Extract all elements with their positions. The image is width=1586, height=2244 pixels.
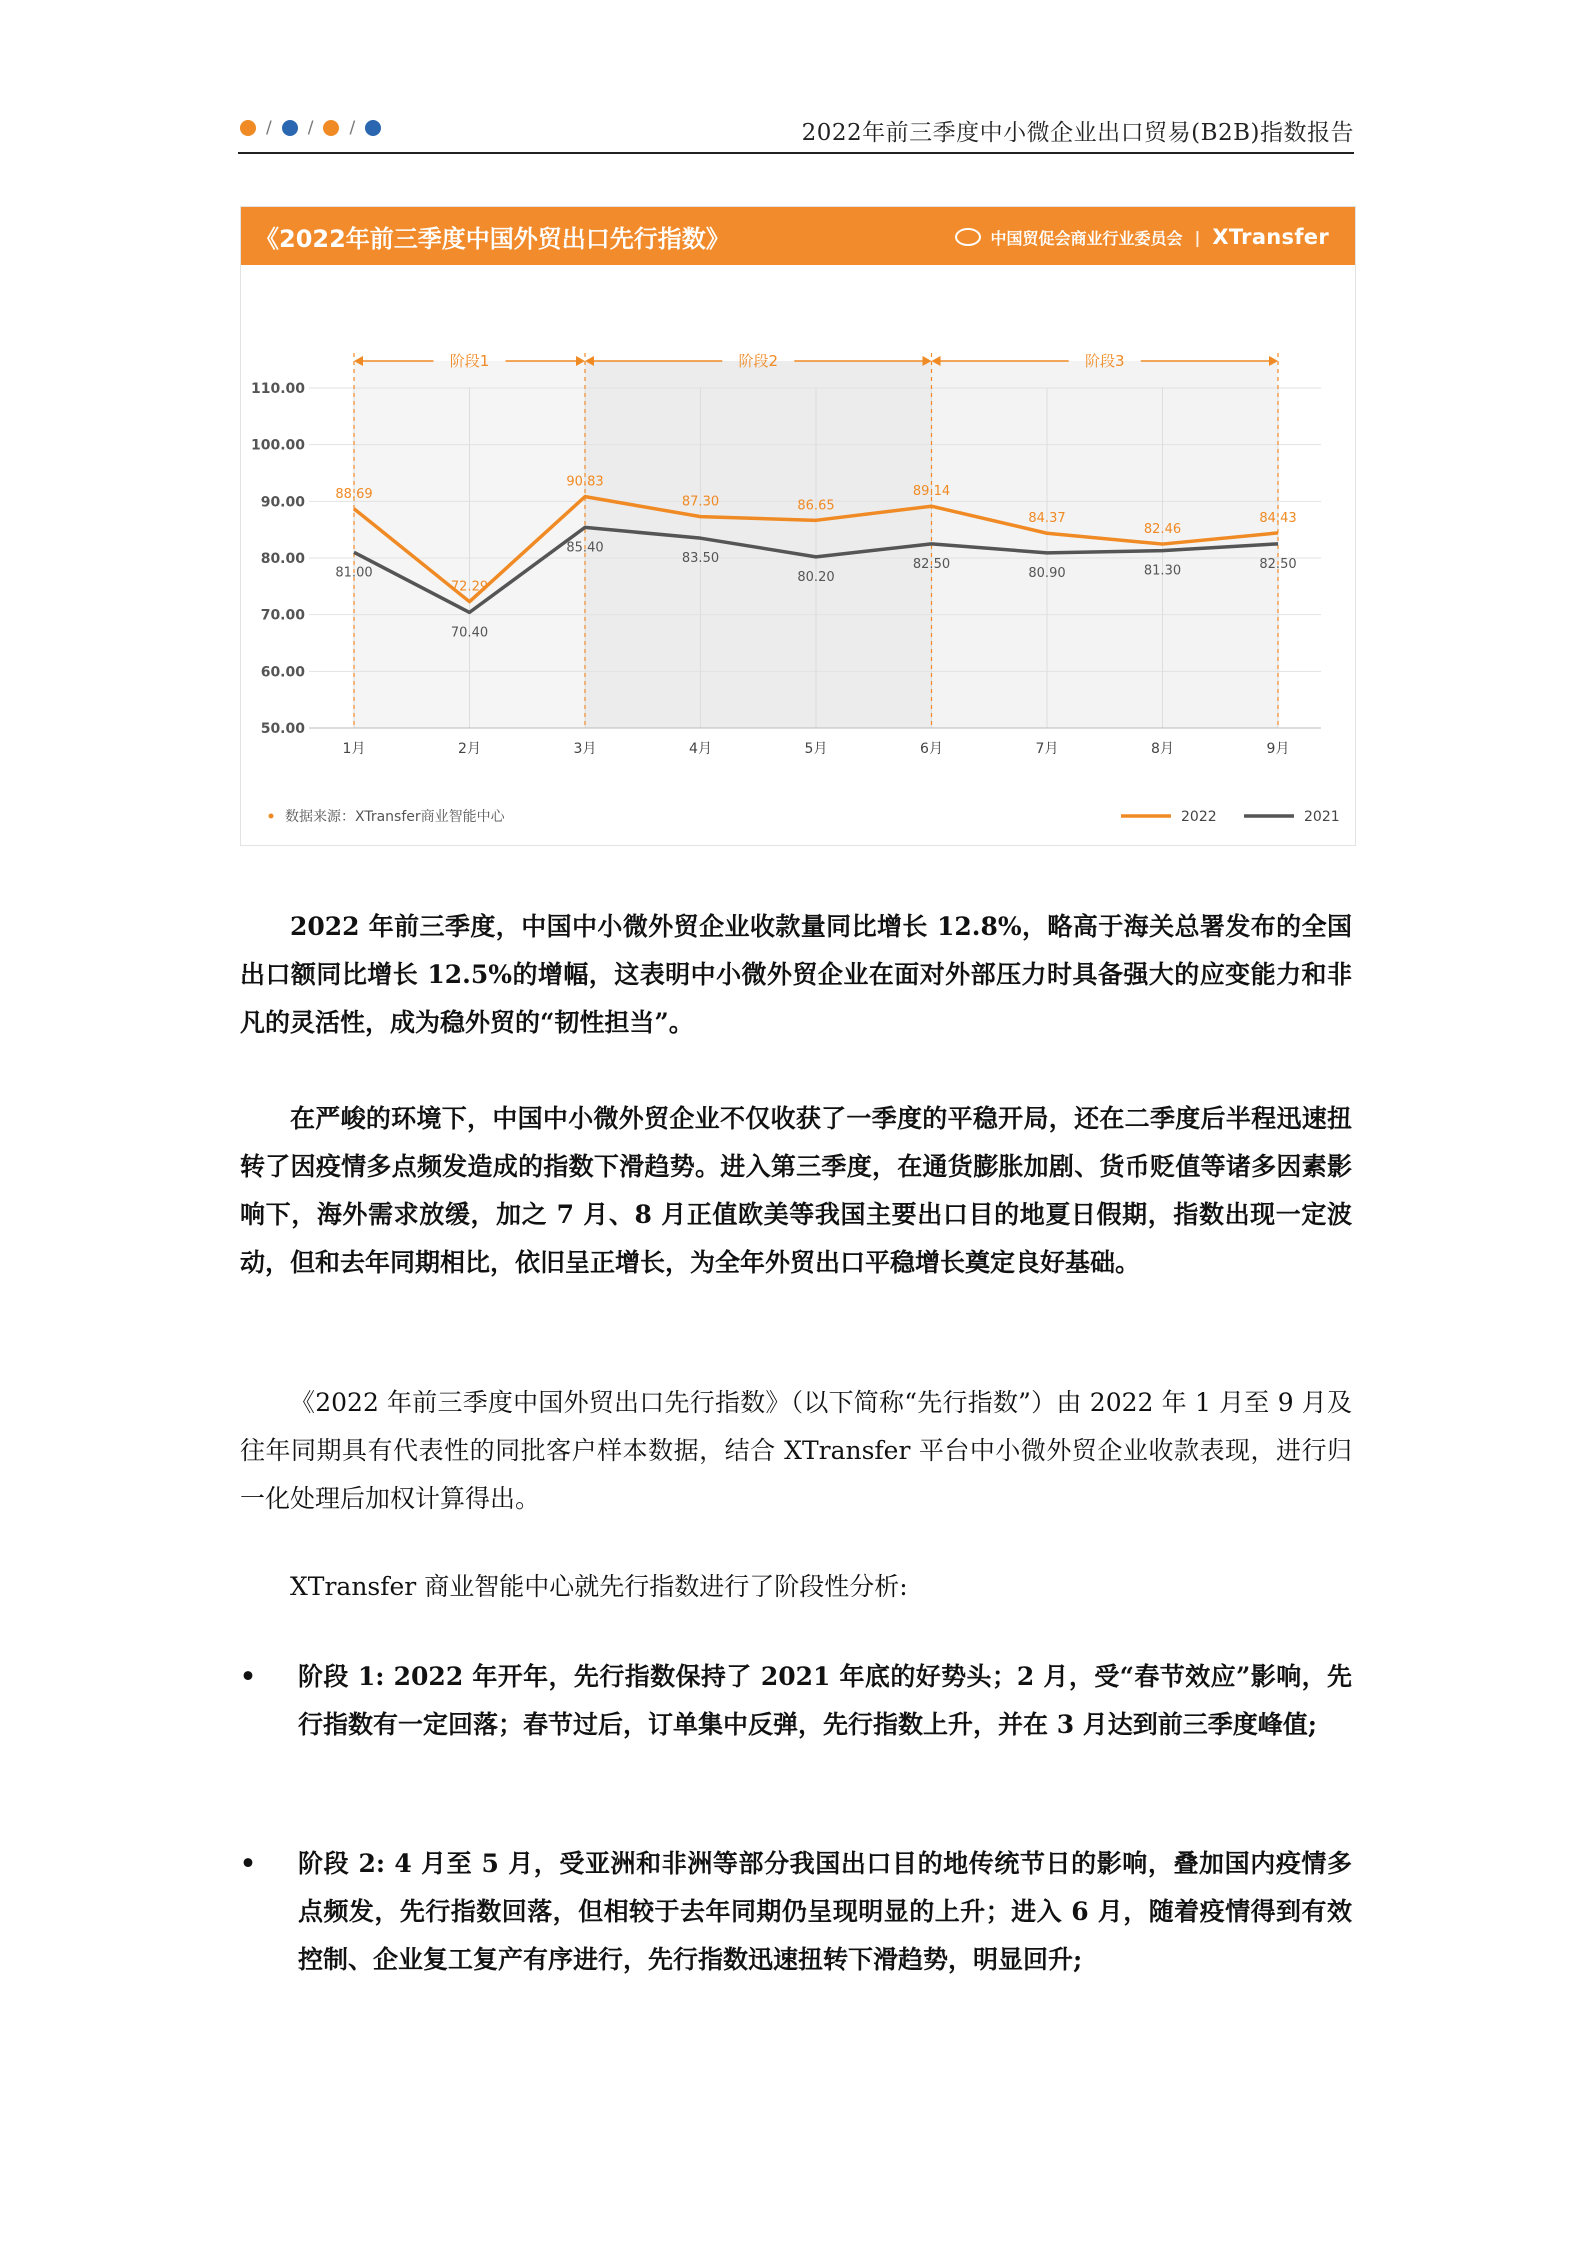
bullet-marker: • (240, 1849, 256, 1878)
page-header (238, 112, 1354, 154)
header-separator: / (307, 118, 314, 138)
data-source-note: 数据来源：XTransfer商业智能中心 (285, 809, 505, 825)
blue-dot-icon (282, 120, 298, 136)
org-name: 中国贸促会商业行业委员会 (990, 228, 1183, 248)
data-label: 81.30 (1143, 563, 1182, 579)
data-label: 70.40 (450, 625, 489, 641)
x-tick-label: 7月 (1035, 741, 1059, 757)
paragraph-4: XTransfer 商业智能中心就先行指数进行了阶段性分析: (290, 1572, 908, 1601)
stage-label: 阶段1 (449, 352, 490, 370)
header-separator: / (349, 118, 356, 138)
stage-background (585, 361, 932, 728)
chart-panel-header (241, 207, 1355, 265)
data-label: 72.29 (450, 579, 489, 595)
x-tick-label: 3月 (573, 741, 597, 757)
orange-dot-icon (240, 120, 256, 136)
stage-label: 阶段2 (738, 352, 779, 370)
data-label: 89.14 (912, 484, 951, 500)
ccpit-seal-icon (955, 228, 981, 246)
data-label: 80.20 (797, 569, 835, 585)
x-tick-label: 2月 (458, 741, 481, 757)
y-tick-label: 70.00 (260, 607, 305, 624)
y-tick-label: 50.00 (260, 721, 305, 737)
data-label: 87.30 (681, 494, 720, 510)
data-label: 84.43 (1259, 510, 1297, 526)
paragraph-3: 《2022 年前三季度中国外贸出口先行指数》（以下简称“先行指数”）由 2022 年 1 月至 9 月及往年同期具有代表性的同批客户样本数据，结合 XTransfer 平台中小微外贸企业收款表现，进行归一化处理后加权计算得出。 (240, 1388, 1352, 1513)
legend-label: 2021 (1304, 809, 1340, 825)
paragraph-2: 在严峻的环境下，中国中小微外贸企业不仅收获了一季度的平稳开局，还在二季度后半程迅速扭转了因疫情多点频发造成的指数下滑趋势。进入第三季度，在通货膨胀加剧、货币贬值等诸多因素影响下，海外需求放缓，加之 7 月、8 月正值欧美等我国主要出口目的地夏日假期，指数出现一定波动，但和去年同期相比，依旧呈正增长，为全年外贸出口平稳增长奠定良好基础。 (240, 1104, 1352, 1277)
x-tick-label: 6月 (920, 741, 943, 757)
panel-logos (955, 225, 1329, 249)
data-label: 81.00 (335, 565, 373, 581)
stage-background (932, 361, 1279, 728)
stage-label: 阶段3 (1084, 352, 1125, 370)
data-label: 82.46 (1143, 522, 1182, 538)
data-label: 85.40 (566, 540, 604, 556)
chart-panel (240, 206, 1356, 846)
data-label: 90.83 (566, 474, 604, 490)
x-tick-label: 4月 (689, 741, 712, 757)
bullet-stage-1 (240, 1653, 1352, 1749)
header-dots (240, 118, 381, 138)
data-label: 86.65 (797, 498, 835, 514)
x-tick-label: 8月 (1151, 741, 1174, 757)
data-label: 88.69 (335, 486, 373, 502)
data-label: 83.50 (681, 551, 720, 567)
paragraph-1: 2022 年前三季度，中国中小微外贸企业收款量同比增长 12.8%，略高于海关总署发布的全国出口额同比增长 12.5%的增幅，这表明中小微外贸企业在面对外部压力时具备强大的应变能力和非凡的灵活性，成为稳外贸的“韧性担当”。 (240, 912, 1352, 1037)
data-label: 84.37 (1028, 511, 1066, 527)
header-separator: / (266, 118, 272, 138)
y-tick-label: 80.00 (260, 551, 305, 567)
y-tick-label: 100.00 (250, 437, 305, 454)
bullet-stage-2 (240, 1840, 1352, 1984)
y-tick-label: 60.00 (260, 664, 305, 681)
bullet-marker: • (240, 1662, 256, 1691)
y-tick-label: 110.00 (250, 381, 305, 397)
source-bullet-icon (269, 814, 274, 819)
data-label: 80.90 (1028, 565, 1066, 581)
xtransfer-logo: XTransfer (1212, 225, 1329, 249)
blue-dot-icon (365, 120, 381, 136)
y-tick-label: 90.00 (260, 494, 305, 511)
line-chart (241, 265, 1355, 845)
logo-separator: | (1194, 227, 1201, 247)
legend-label: 2022 (1181, 809, 1217, 825)
x-tick-label: 9月 (1266, 741, 1290, 757)
orange-dot-icon (323, 120, 339, 136)
x-tick-label: 1月 (342, 741, 366, 757)
data-label: 82.50 (1259, 556, 1297, 572)
chart-title: 《2022年前三季度中国外贸出口先行指数》 (255, 225, 730, 253)
bullet-text: 阶段 1: 2022 年开年，先行指数保持了 2021 年底的好势头；2 月，受“春节效应”影响，先行指数有一定回落；春节过后，订单集中反弹，先行指数上升，并在 3 月达到前三季度峰值; (298, 1662, 1352, 1739)
bullet-text: 阶段 2: 4 月至 5 月，受亚洲和非洲等部分我国出口目的地传统节日的影响，叠加国内疫情多点频发，先行指数回落，但相较于去年同期仍呈现明显的上升；进入 6 月，随着疫情得到有效控制、企业复工复产有序进行，先行指数迅速扭转下滑趋势，明显回升; (298, 1849, 1352, 1974)
x-tick-label: 5月 (804, 741, 828, 757)
data-label: 82.50 (912, 556, 951, 572)
report-title: 2022年前三季度中小微企业出口贸易(B2B)指数报告 (801, 120, 1354, 146)
